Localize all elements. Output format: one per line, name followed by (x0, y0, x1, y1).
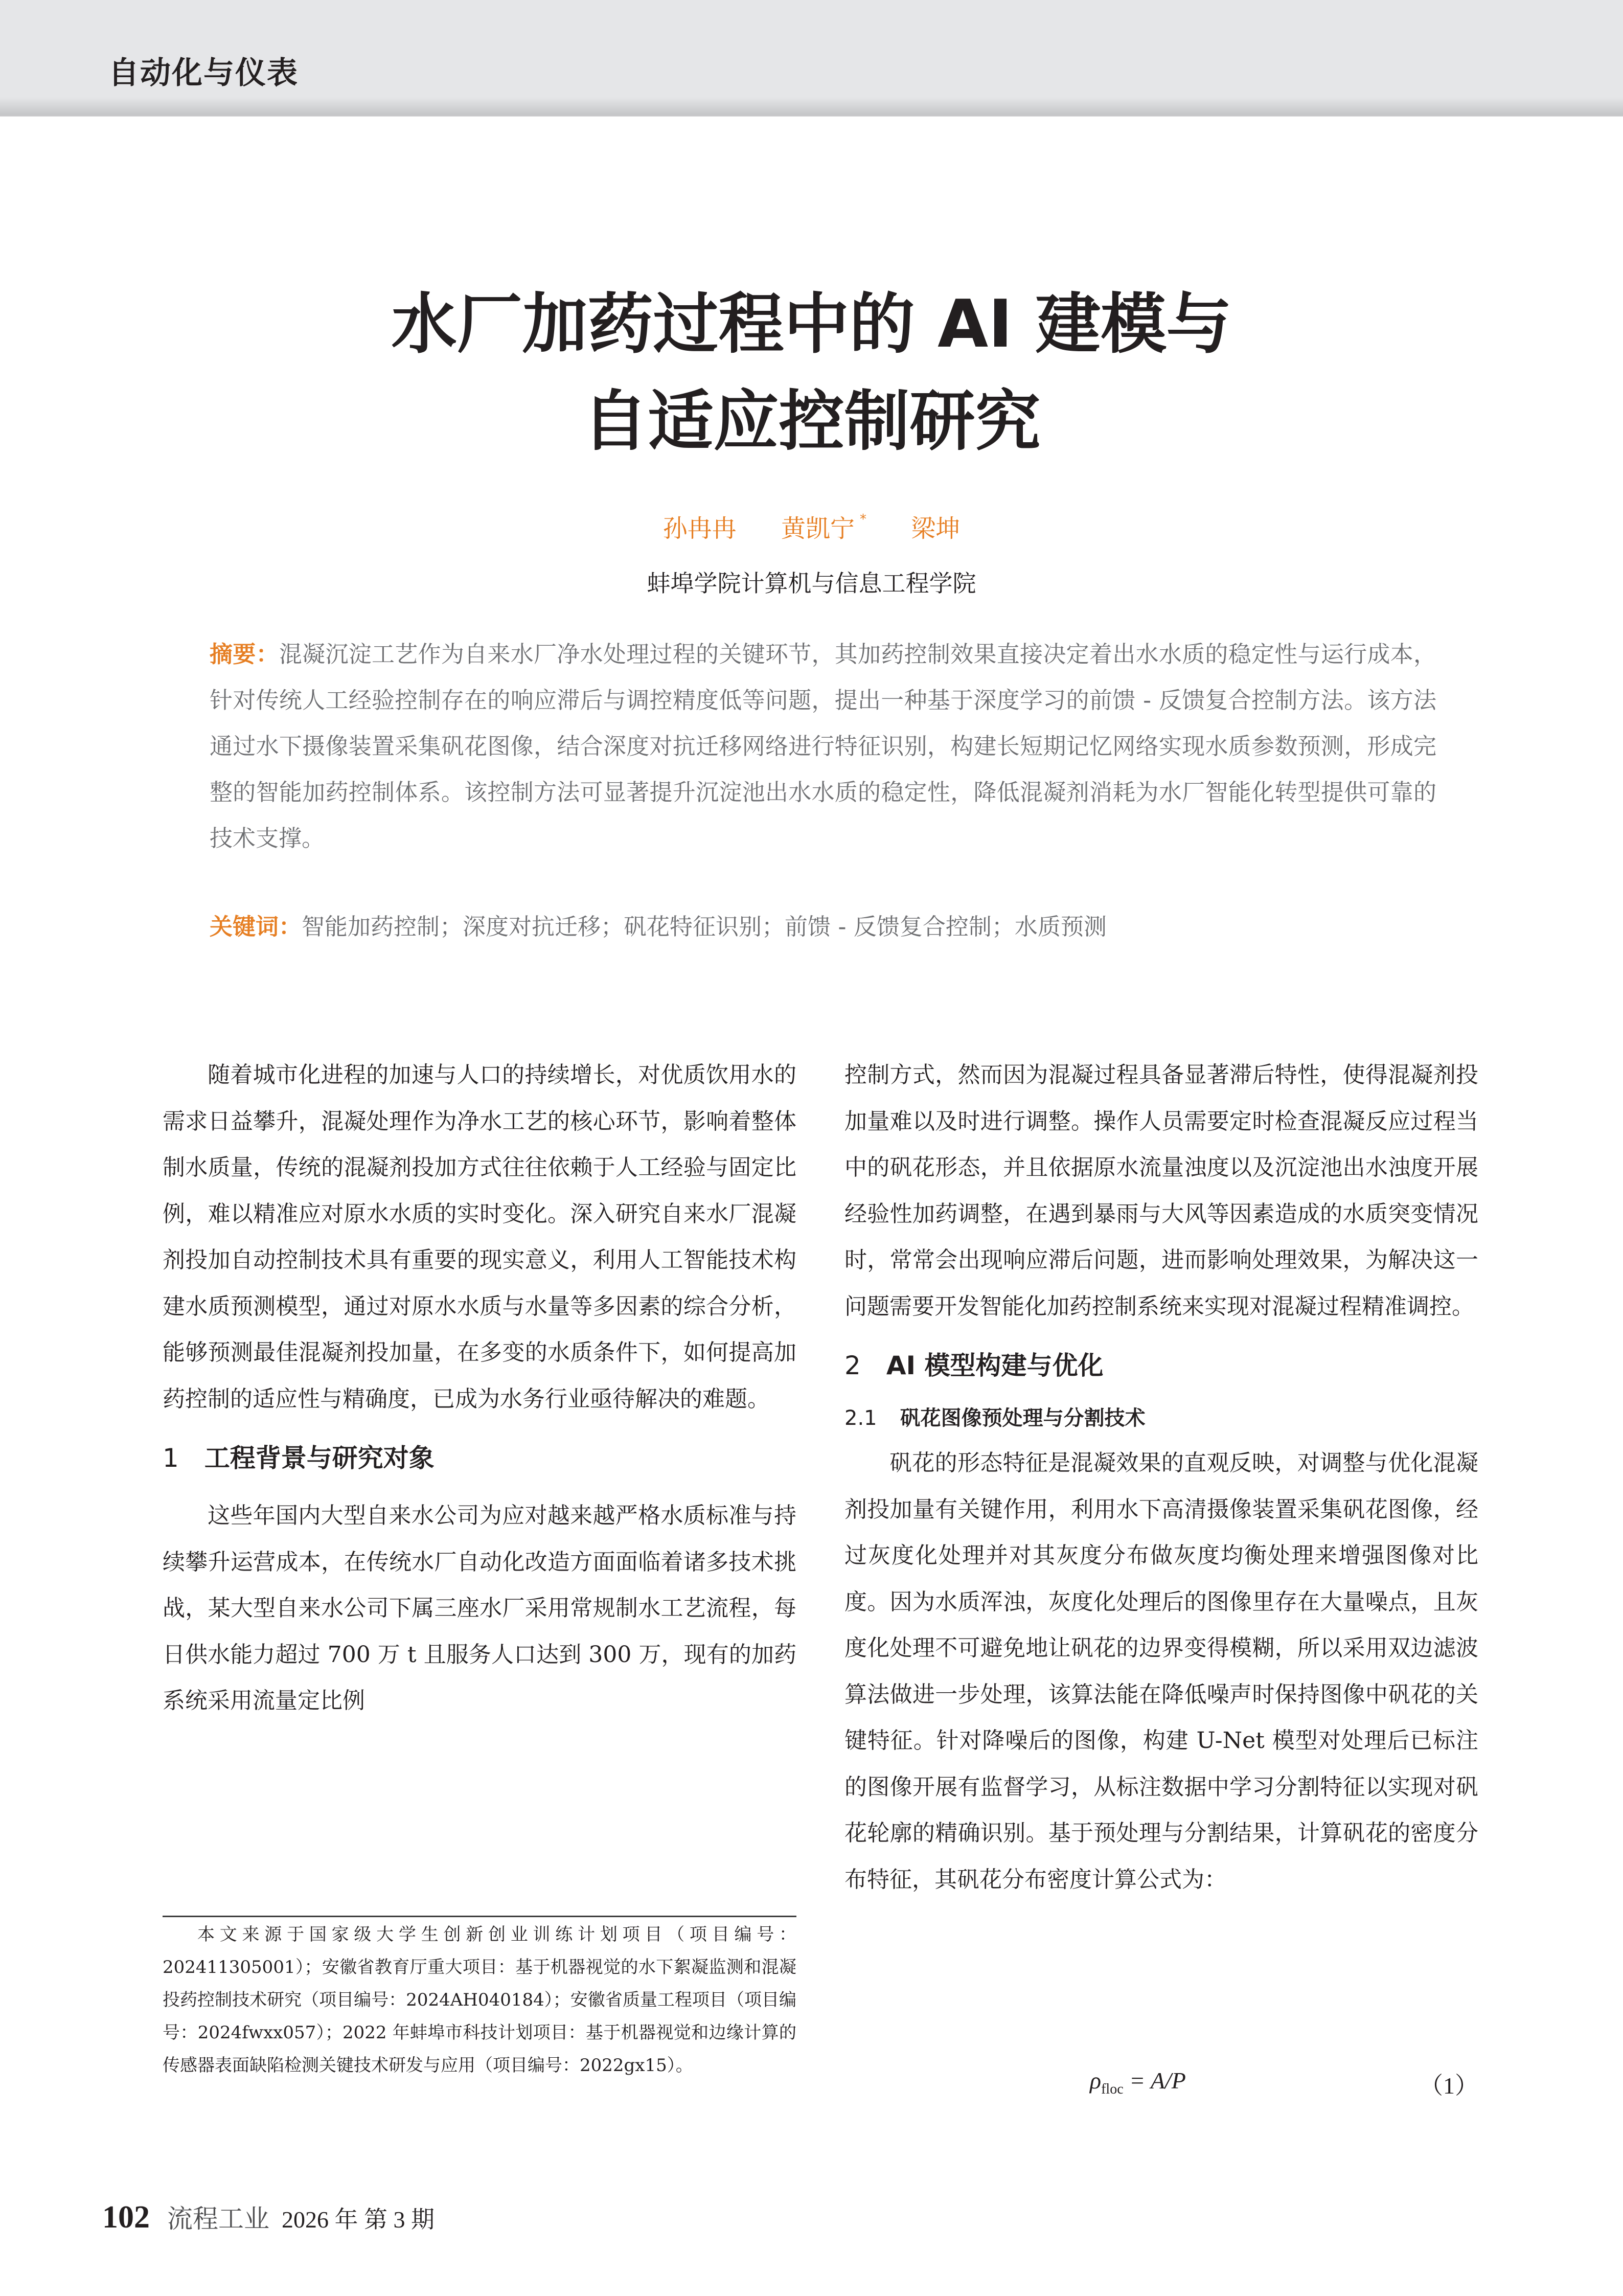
section-title: 工程背景与研究对象 (204, 1443, 435, 1473)
title-line-1: 水厂加药过程中的 AI 建模与 (391, 286, 1232, 362)
article-title (0, 276, 1623, 470)
equation-number: （1） (1420, 2073, 1478, 2099)
equation-expression: $\rho_{floc} = A/P$ (1090, 2067, 1186, 2098)
page-footer (102, 2198, 435, 2236)
footnote-text: 本文来源于国家级大学生创新创业训练计划项目（项目编号：202411305001）；安徽省教育厅重大项目：基于机器视觉的水下絮凝监测和混凝投药控制技术研究（项目编号：2024AH040184）；安徽省质量工程项目（项目编号：2024fwxx057）；2022 年蚌埠市科技计划项目：基于机器视觉和边缘计算的传感器表面缺陷检测关键技术研发与应用（项目编号：2022gx15）。 (163, 1924, 796, 2076)
subsection-title: 矾花图像预处理与分割技术 (900, 1406, 1146, 1430)
author: 梁坤 (911, 514, 961, 543)
equation-1 (844, 2067, 1478, 2108)
keywords-label: 关键词： (210, 913, 302, 940)
footnote-divider (163, 1916, 796, 1917)
abstract-label: 摘要： (210, 641, 279, 668)
section-title: AI 模型构建与优化 (886, 1351, 1104, 1380)
page-number: 102 (102, 2200, 150, 2235)
section-name: 自动化与仪表 (108, 55, 299, 91)
intro-paragraph: 随着城市化进程的加速与人口的持续增长，对优质饮用水的需求日益攀升，混凝处理作为净水工艺的核心环节，影响着整体制水质量，传统的混凝剂投加方式往往依赖于人工经验与固定比例，难以精准应对原水水质的实时变化。深入研究自来水厂混凝剂投加自动控制技术具有重要的现实意义，利用人工智能技术构建水质预测模型，通过对原水水质与水量等多因素的综合分析，能够预测最佳混凝剂投加量，在多变的水质条件下，如何提高加药控制的适应性与精确度，已成为水务行业亟待解决的难题。 (163, 1062, 796, 1412)
section-number: 2 (844, 1351, 861, 1380)
journal-name: 流程工业 (167, 2204, 269, 2233)
section-2-heading (844, 1345, 1478, 1386)
corresponding-author-mark: * (860, 512, 866, 527)
keywords-text: 智能加药控制；深度对抗迁移；矾花特征识别；前馈 - 反馈复合控制；水质预测 (302, 913, 1107, 940)
abstract-text: 混凝沉淀工艺作为自来水厂净水处理过程的关键环节，其加药控制效果直接决定着出水水质的稳定性与运行成本，针对传统人工经验控制存在的响应滞后与调控精度低等问题，提出一种基于深度学习的前馈 - 反馈复合控制方法。该方法通过水下摄像装置采集矾花图像，结合深度对抗迁移网络进行特征识别，构建长短期记忆网络实现水质参数预测，形成完整的智能加药控制体系。该控制方法可显著提升沉淀池出水水质的稳定性，降低混凝剂消耗为水厂智能化转型提供可靠的技术支撑。 (210, 641, 1436, 852)
title-line-2: 自适应控制研究 (582, 383, 1041, 460)
author-list (0, 509, 1623, 544)
subsection-2-1-heading (844, 1400, 1478, 1436)
author: 黄凯宁 * (781, 512, 866, 543)
issue-info: 2026 年 第 3 期 (282, 2207, 435, 2233)
section-1-paragraph: 这些年国内大型自来水公司为应对越来越严格水质标准与持续攀升运营成本，在传统水厂自动化改造方面面临着诸多技术挑战，某大型自来水公司下属三座水厂采用常规制水工艺流程，每日供水能力超过 700 万 t 且服务人口达到 300 万，现有的加药系统采用流量定比例 (163, 1503, 796, 1714)
section-number: 1 (163, 1443, 179, 1473)
right-column (844, 1052, 1478, 1903)
left-column (163, 1052, 796, 1724)
section-1-paragraph-continued: 控制方式，然而因为混凝过程具备显著滞后特性，使得混凝剂投加量难以及时进行调整。操作人员需要定时检查混凝反应过程当中的矾花形态，并且依据原水流量浊度以及沉淀池出水浊度开展经验性加药调整，在遇到暴雨与大风等因素造成的水质突变情况时，常常会出现响应滞后问题，进而影响处理效果，为解决这一问题需要开发智能化加药控制系统来实现对混凝过程精准调控。 (844, 1062, 1478, 1320)
keywords (210, 909, 1436, 945)
subsection-2-1-paragraph: 矾花的形态特征是混凝效果的直观反映，对调整与优化混凝剂投加量有关键作用，利用水下高清摄像装置采集矾花图像，经过灰度化处理并对其灰度分布做灰度均衡处理来增强图像对比度。因为水质浑浊，灰度化处理后的图像里存在大量噪点，且灰度化处理不可避免地让矾花的边界变得模糊，所以采用双边滤波算法做进一步处理，该算法能在降低噪声时保持图像中矾花的关键特征。针对降噪后的图像，构建 U-Net 模型对处理后已标注的图像开展有监督学习，从标注数据中学习分割特征以实现对矾花轮廓的精确识别。基于预处理与分割结果，计算矾花的密度分布特征，其矾花分布密度计算公式为： (844, 1450, 1478, 1893)
affiliation: 蚌埠学院计算机与信息工程学院 (647, 570, 976, 597)
section-1-heading (163, 1438, 796, 1479)
subsection-number: 2.1 (844, 1406, 877, 1430)
abstract (210, 631, 1436, 861)
author: 孙冉冉 (662, 514, 737, 543)
funding-footnote (163, 1918, 796, 2082)
